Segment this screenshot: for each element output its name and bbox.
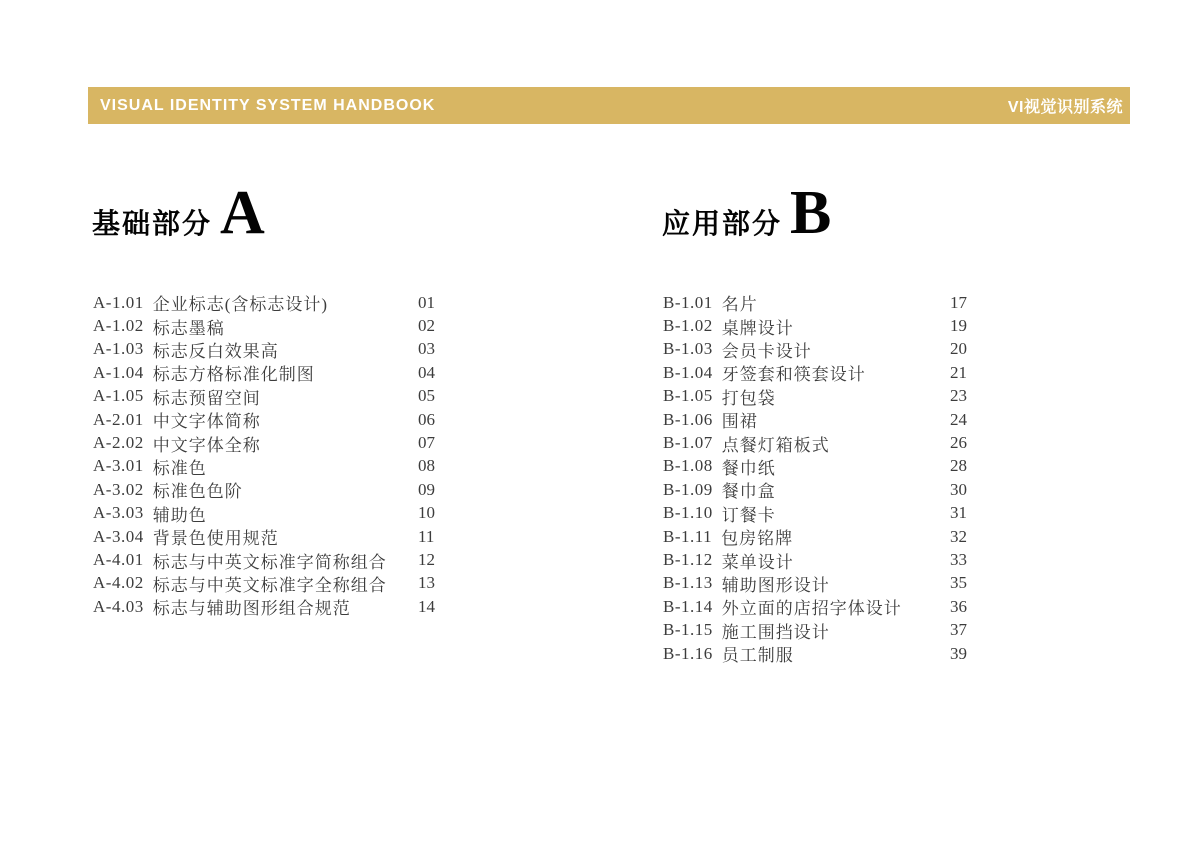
toc-entry [663,408,993,431]
toc-entry-label: 辅助图形设计 [721,575,830,595]
toc-list-application [663,291,993,665]
toc-entry [663,595,993,618]
toc-entry [663,548,993,571]
toc-list-basic [93,291,458,618]
toc-entry [93,595,458,618]
toc-entry-code: B-1.07 [663,433,713,453]
toc-entry [663,361,993,384]
toc-entry-code: A-1.02 [93,316,144,336]
toc-entry-label: 辅助色 [152,505,207,525]
section-application-title: 应用部分 [662,209,783,240]
header-title-zh: VI视觉识别系统 [1007,99,1123,116]
toc-entry-code: B-1.06 [663,409,713,429]
toc-entry-page: 37 [950,620,967,640]
toc-entry-label: 点餐灯箱板式 [721,435,830,455]
toc-entry-page: 09 [418,479,435,499]
toc-entry-page: 33 [950,549,967,569]
toc-entry-page: 36 [950,596,967,616]
toc-entry-code: B-1.14 [663,596,713,616]
toc-entry-label: 会员卡设计 [721,341,812,361]
header-title-en: VISUAL IDENTITY SYSTEM HANDBOOK [100,96,436,114]
toc-entry-page: 35 [950,573,967,593]
toc-entry-label: 施工围挡设计 [721,622,830,642]
toc-entry-page: 03 [418,339,435,359]
toc-entry [663,525,993,548]
toc-entry-code: A-1.04 [93,362,144,382]
toc-entry-code: B-1.05 [663,386,713,406]
toc-entry-page: 19 [950,316,967,336]
toc-entry-label: 企业标志(含标志设计) [152,295,329,315]
toc-entry-code: B-1.12 [663,549,713,569]
toc-entry-code: B-1.04 [663,362,713,382]
toc-entry-code: A-3.03 [93,503,144,523]
toc-entry-label: 背景色使用规范 [152,529,279,549]
toc-entry [663,572,993,595]
header-bar [88,87,1130,124]
toc-entry-code: A-1.03 [93,339,144,359]
toc-entry-label: 标志与辅助图形组合规范 [152,599,351,619]
toc-entry-page: 17 [950,292,967,312]
toc-entry [663,618,993,641]
toc-entry-code: B-1.13 [663,573,713,593]
toc-entry-page: 12 [418,549,435,569]
toc-entry-label: 围裙 [721,412,758,432]
toc-entry-code: A-1.01 [93,292,144,312]
toc-entry-label: 名片 [721,295,758,315]
toc-entry-page: 13 [418,573,435,593]
toc-entry-label: 员工制服 [721,646,794,666]
toc-entry-label: 牙签套和筷套设计 [721,365,866,385]
toc-entry [663,385,993,408]
toc-entry-label: 标志与中英文标准字全称组合 [152,575,387,595]
toc-entry-page: 05 [418,386,435,406]
toc-entry-code: B-1.15 [663,620,713,640]
toc-entry-code: B-1.10 [663,503,713,523]
toc-entry-code: A-4.03 [93,596,144,616]
toc-entry-page: 20 [950,339,967,359]
section-basic-title: 基础部分 [92,209,213,240]
toc-entry-label: 餐巾盒 [721,482,776,502]
toc-entry [93,385,458,408]
toc-entry-code: A-1.05 [93,386,144,406]
section-basic-letter: A [220,179,265,247]
toc-entry-code: A-3.02 [93,479,144,499]
toc-entry-label: 标志方格标准化制图 [152,365,315,385]
toc-entry-page: 07 [418,433,435,453]
toc-entry-label: 标准色色阶 [152,482,243,502]
toc-entry-code: A-4.01 [93,549,144,569]
toc-entry-code: A-3.01 [93,456,144,476]
toc-entry-page: 10 [418,503,435,523]
toc-entry-page: 28 [950,456,967,476]
toc-entry [93,502,458,525]
toc-entry-code: B-1.01 [663,292,713,312]
toc-entry-code: A-2.01 [93,409,144,429]
toc-entry-label: 菜单设计 [721,552,794,572]
toc-entry [663,502,993,525]
toc-entry-label: 标志墨稿 [152,318,225,338]
toc-entry-code: B-1.09 [663,479,713,499]
toc-entry-page: 23 [950,386,967,406]
toc-entry-page: 14 [418,596,435,616]
toc-entry-code: B-1.16 [663,643,713,663]
toc-entry-page: 11 [418,526,435,546]
toc-entry-page: 08 [418,456,435,476]
toc-entry [93,291,458,314]
section-application-letter: B [790,179,832,247]
toc-entry-page: 06 [418,409,435,429]
toc-entry-code: A-2.02 [93,433,144,453]
toc-entry-label: 打包袋 [721,388,776,408]
section-application-heading [662,179,832,247]
section-basic-heading [92,179,265,247]
toc-entry-label: 外立面的店招字体设计 [721,599,902,619]
toc-entry [93,548,458,571]
toc-entry-code: A-4.02 [93,573,144,593]
toc-entry-label: 桌牌设计 [721,318,794,338]
toc-entry [663,455,993,478]
toc-entry [93,338,458,361]
toc-entry-page: 04 [418,362,435,382]
toc-entry-label: 标志预留空间 [152,388,261,408]
toc-entry-page: 26 [950,433,967,453]
toc-entry [93,455,458,478]
toc-entry-page: 21 [950,362,967,382]
toc-entry [663,291,993,314]
toc-entry-label: 标准色 [152,458,207,478]
toc-entry-label: 包房铭牌 [721,529,794,549]
toc-entry [93,431,458,454]
toc-entry [663,642,993,665]
toc-entry-page: 32 [950,526,967,546]
toc-entry-page: 01 [418,292,435,312]
toc-entry [93,572,458,595]
toc-entry [93,525,458,548]
toc-entry-page: 02 [418,316,435,336]
toc-entry-code: B-1.02 [663,316,713,336]
toc-entry [93,314,458,337]
toc-entry-label: 订餐卡 [721,505,776,525]
toc-entry-label: 餐巾纸 [721,458,776,478]
toc-entry [663,314,993,337]
toc-entry-page: 39 [950,643,967,663]
toc-entry-code: B-1.11 [663,526,713,546]
toc-entry-label: 中文字体简称 [152,412,261,432]
toc-entry-code: A-3.04 [93,526,144,546]
toc-entry [93,478,458,501]
toc-entry [663,431,993,454]
toc-entry-page: 30 [950,479,967,499]
toc-entry [663,338,993,361]
toc-entry-code: B-1.08 [663,456,713,476]
toc-entry [93,361,458,384]
toc-entry-label: 标志与中英文标准字简称组合 [152,552,387,572]
toc-entry-code: B-1.03 [663,339,713,359]
toc-entry [93,408,458,431]
toc-entry-label: 中文字体全称 [152,435,261,455]
toc-entry [663,478,993,501]
toc-entry-label: 标志反白效果高 [152,341,279,361]
toc-entry-page: 31 [950,503,967,523]
toc-entry-page: 24 [950,409,967,429]
